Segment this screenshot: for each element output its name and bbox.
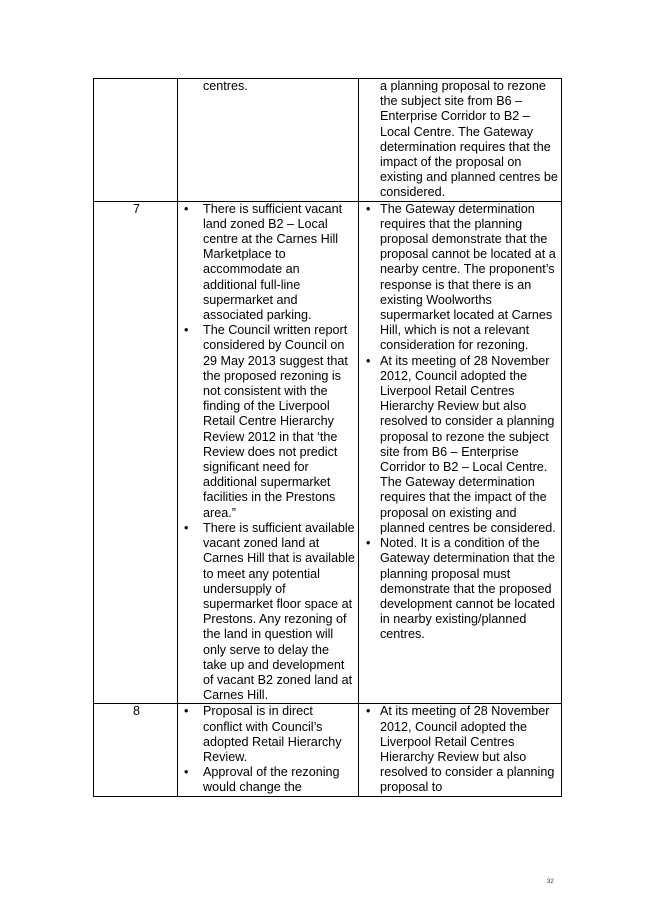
list-item xyxy=(364,202,558,354)
list-item xyxy=(183,323,355,521)
list-item xyxy=(183,521,355,703)
bullet-icon: • xyxy=(366,201,371,216)
page-number: 32 xyxy=(547,879,554,885)
list-item-text: Noted. It is a condition of the Gateway determination that the planning proposal must demonstrate that the proposed development cannot be located in nearby existing/planned centres. xyxy=(380,536,556,642)
submission-text: centres. xyxy=(203,79,248,93)
bullet-icon: • xyxy=(366,353,371,368)
list-item-text: The Gateway determination requires that the planning proposal demonstrate that the proposal cannot be located at a nearby centre. The proponent’s response is that there is an existing Woolworths supermarket located at Carnes Hill, which is not a relevant consideration for rezoning. xyxy=(380,201,556,353)
response-cell xyxy=(359,201,562,704)
submissions-table xyxy=(93,78,562,797)
bullet-icon: • xyxy=(184,765,189,780)
list-item-text: Approval of the rezoning would change the xyxy=(203,765,340,795)
list-item-text: There is sufficient vacant land zoned B2 – Local centre at the Carnes Hill Marketplace to accommodate an additional full-line supermarket and associated parking. xyxy=(203,201,343,323)
row-number-cell: 7 xyxy=(94,201,178,704)
row-number-cell: 8 xyxy=(94,704,178,796)
bullet-icon: • xyxy=(184,323,189,338)
list-item-text: The Council written report considered by Council on 29 May 2013 suggest that the proposed rezoning is not consistent with the finding of the Liverpool Retail Centre Hierarchy Review 2012 in that ‘the Review does not predict significant need for additional supermarket facilities in the Prestons area.” xyxy=(203,323,348,520)
row-number-cell xyxy=(94,79,178,202)
table-row-7 xyxy=(94,201,562,704)
list-item-text: At its meeting of 28 November 2012, Council adopted the Liverpool Retail Centres Hierarchy Review but also resolved to consider a planning proposal to rezone the subject site from B6 – Enterprise Corridor to B2 – Local Centre. The Gateway determination requires that the impact of the proposal on existing and planned centres be considered. xyxy=(380,353,556,535)
submission-list xyxy=(183,704,355,795)
list-item xyxy=(364,354,558,536)
table-row-8 xyxy=(94,704,562,796)
list-item xyxy=(183,765,355,795)
submission-cell xyxy=(178,79,359,202)
list-item xyxy=(364,536,558,642)
bullet-icon: • xyxy=(184,520,189,535)
bullet-icon: • xyxy=(366,704,371,719)
bullet-icon: • xyxy=(184,201,189,216)
submission-list xyxy=(183,202,355,704)
submission-cell xyxy=(178,704,359,796)
response-text: a planning proposal to rezone the subject site from B6 – Enterprise Corridor to B2 – Local Centre. The Gateway determination requires that the impact of the proposal on existing and planned centres be considered. xyxy=(380,79,558,200)
response-cell xyxy=(359,704,562,796)
list-item-text: Proposal is in direct conflict with Council’s adopted Retail Hierarchy Review. xyxy=(203,704,342,764)
list-item-text: At its meeting of 28 November 2012, Council adopted the Liverpool Retail Centres Hierarchy Review but also resolved to consider a planning proposal to xyxy=(380,704,555,795)
list-item xyxy=(364,704,558,795)
response-cell xyxy=(359,79,562,202)
response-list xyxy=(364,202,558,643)
response-list xyxy=(364,704,558,795)
table-row-continuation xyxy=(94,79,562,202)
submission-cell xyxy=(178,201,359,704)
list-item-text: There is sufficient available vacant zoned land at Carnes Hill that is available to meet any potential undersupply of supermarket floor space at Prestons. Any rezoning of the land in question will only serve to delay the take up and development of vacant B2 zoned land at Carnes Hill. xyxy=(203,520,355,703)
list-item xyxy=(183,704,355,765)
bullet-icon: • xyxy=(366,536,371,551)
bullet-icon: • xyxy=(184,704,189,719)
list-item xyxy=(183,202,355,324)
